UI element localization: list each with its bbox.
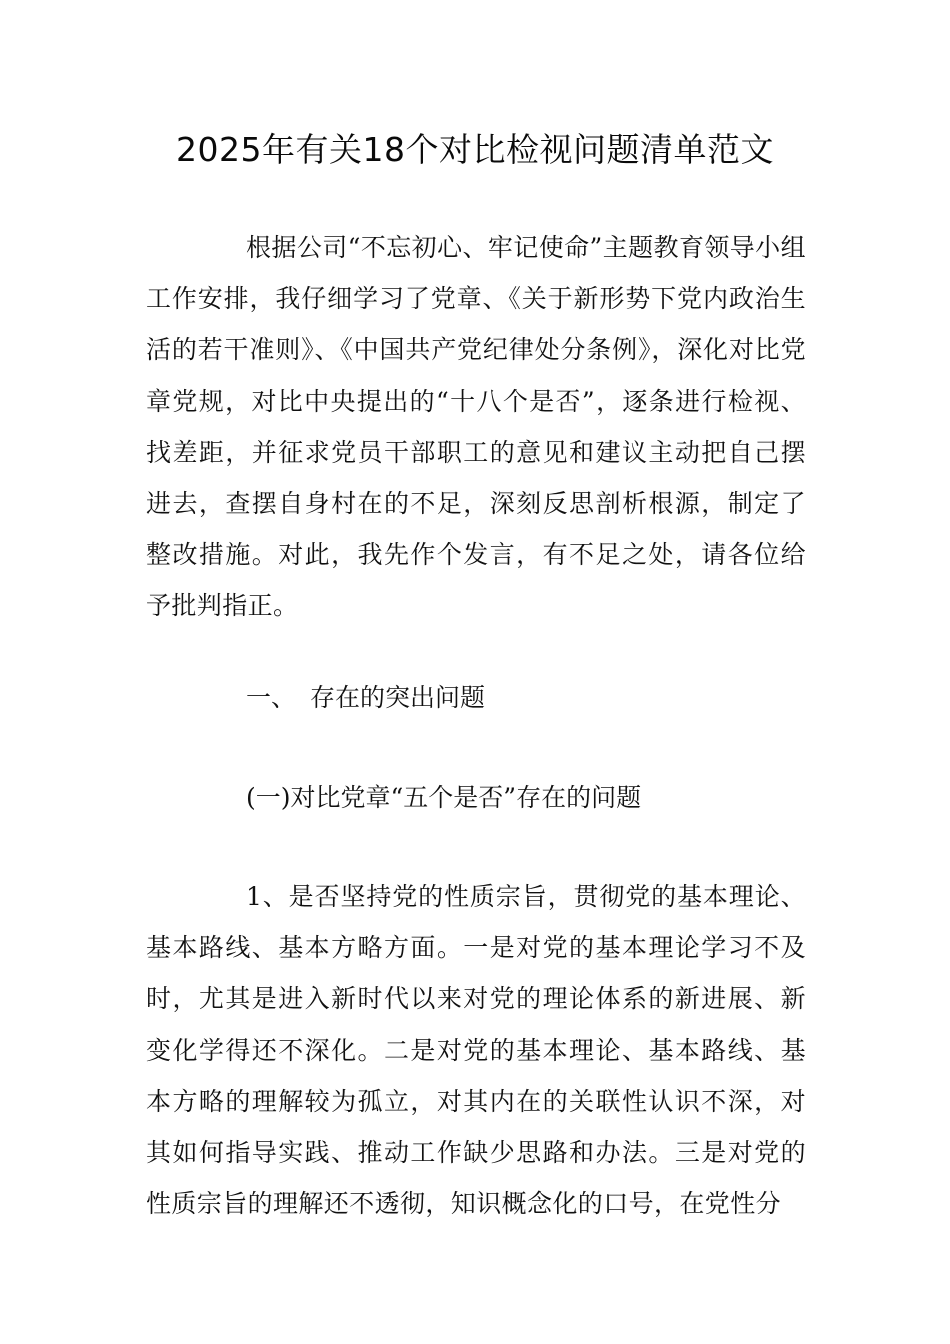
document-title: 2025年有关18个对比检视问题清单范文: [176, 130, 774, 169]
section-heading: [246, 672, 485, 723]
item-paragraph: 1、是否坚持党的性质宗旨，贯彻党的基本理论、基本路线、基本方略方面。一是对党的基本理论学习不及时，尤其是进入新时代以来对党的理论体系的新进展、新变化学得还不深化。二是对党的基本理论、基本路线、基本方略的理解较为孤立，对其内在的关联性认识不深，对其如何指导实践、推动工作缺少思路和办法。三是对党的性质宗旨的理解还不透彻，知识概念化的口号，在党性分: [146, 882, 806, 1219]
subsection-heading: (一)对比党章“五个是否”存在的问题: [246, 783, 642, 812]
section-number: 一、: [246, 683, 297, 712]
intro-paragraph: 根据公司“不忘初心、牢记使命”主题教育领导小组工作安排，我仔细学习了党章、《关于新形势下党内政治生活的若干准则》、《中国共产党纪律处分条例》，深化对比党章党规，对比中央提出的“十八个是否”，逐条进行检视、找差距，并征求党员干部职工的意见和建议主动把自己摆进去，查摆自身村在的不足，深刻反思剖析根源，制定了整改措施。对此，我先作个发言，有不足之处，请各位给予批判指正。: [146, 233, 806, 621]
section-heading-label: 存在的突出问题: [310, 683, 486, 712]
